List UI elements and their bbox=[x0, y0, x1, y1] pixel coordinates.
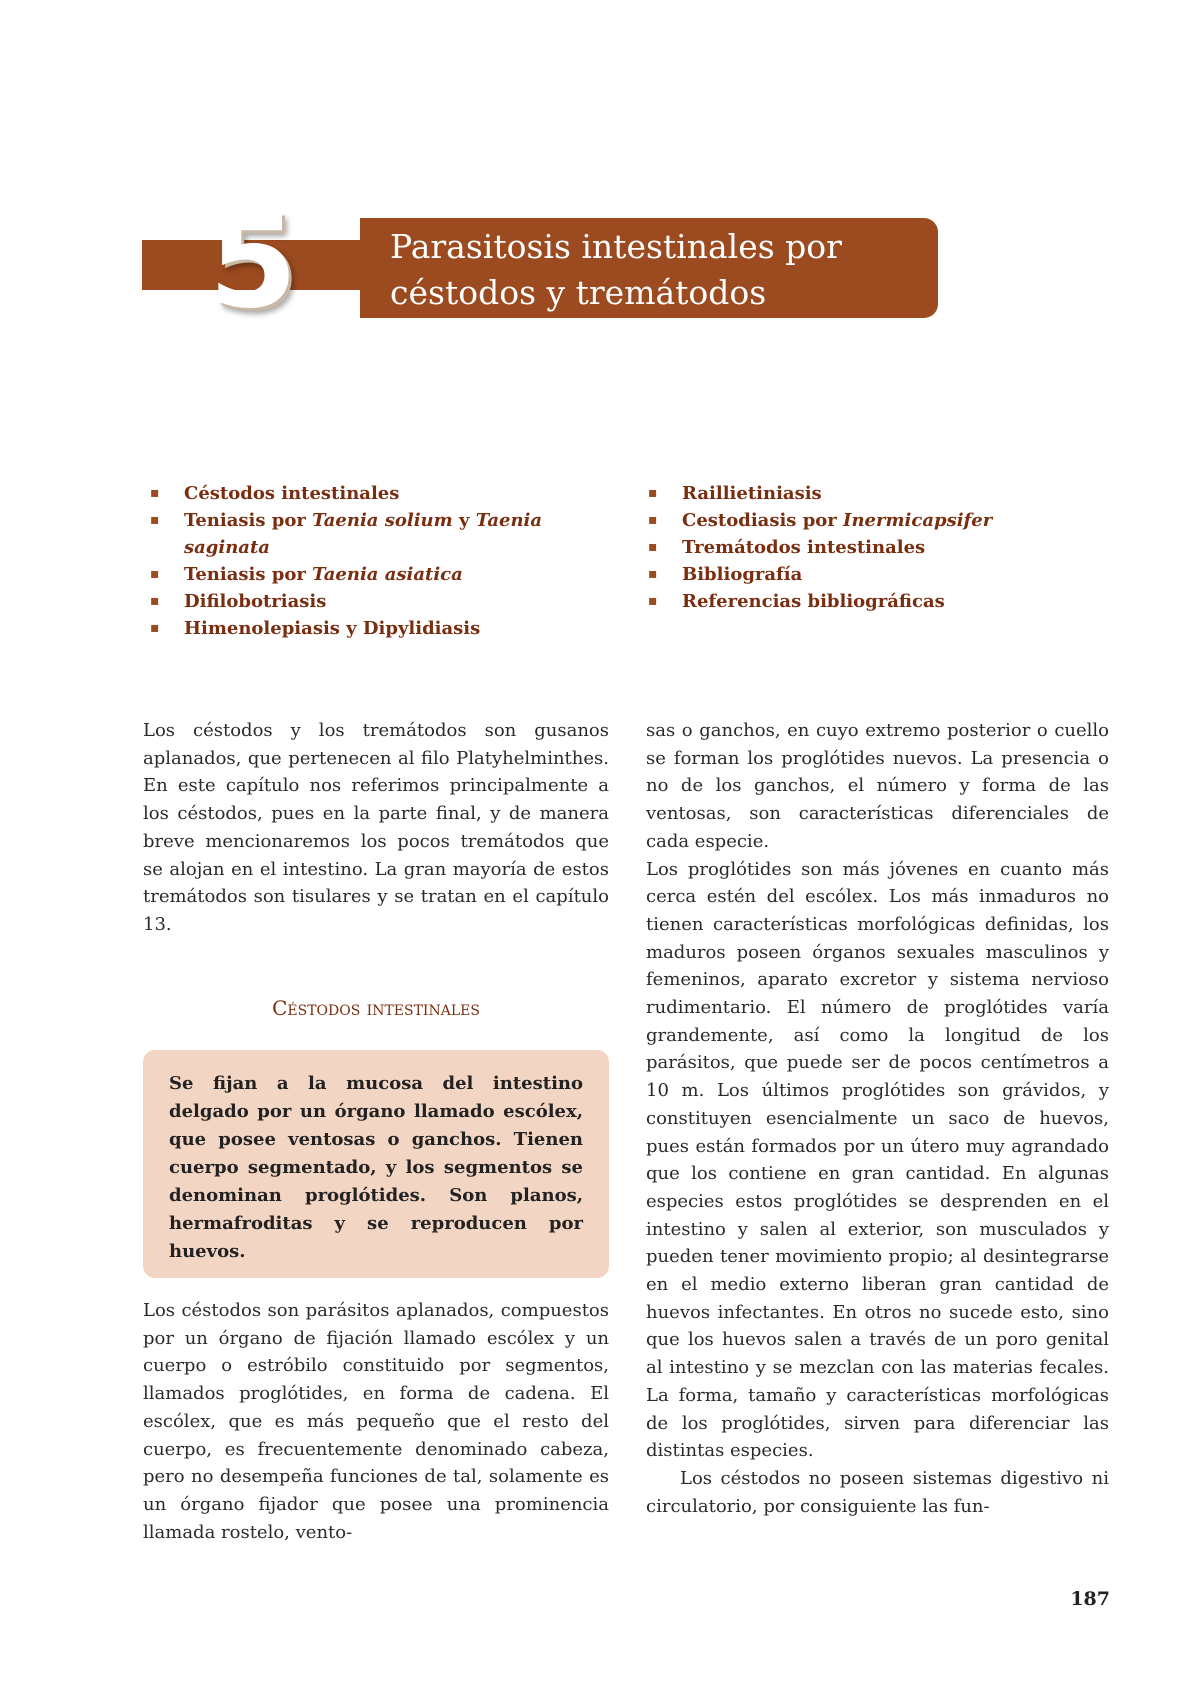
toc-item: ▪ Céstodos intestinales bbox=[150, 480, 610, 507]
body-paragraph: sas o ganchos, en cuyo extremo posterior o cuello se forman los proglótides nuevos. La presencia o no de los ganchos, el número y forma de las ventosas, son características diferenciales de cada especie. bbox=[646, 720, 1109, 852]
body-paragraph: Los céstodos son parásitos aplanados, compuestos por un órgano de fijación llamado escólex y un cuerpo o estróbilo constituido por segmentos, llamados proglótides, en forma de cadena. El escólex, que es más pequeño que el resto del cuerpo, es frecuentemente denominado cabeza, pero no desempeña funciones de tal, solamente es un órgano fijador que posee una prominencia llamada rostelo, vento- bbox=[143, 1300, 609, 1543]
toc-item: ▪ Himenolepiasis y Dipylidiasis bbox=[150, 615, 610, 642]
section-heading: Céstodos intestinales bbox=[272, 996, 480, 1020]
toc-item: ▪ Raillietiniasis bbox=[648, 480, 1078, 507]
toc-item: ▪ Bibliografía bbox=[648, 561, 1078, 588]
intro-paragraph-block bbox=[143, 717, 609, 939]
chapter-contents-right bbox=[648, 480, 1078, 615]
page-number: 187 bbox=[1070, 1588, 1110, 1610]
toc-item: ▪ Teniasis por Taenia asiatica bbox=[150, 561, 610, 588]
toc-item: ▪ Cestodiasis por Inermicapsifer bbox=[648, 507, 1078, 534]
left-column-text bbox=[143, 1297, 609, 1546]
toc-item: ▪ Tremátodos intestinales bbox=[648, 534, 1078, 561]
summary-box bbox=[143, 1050, 609, 1278]
toc-item: ▪ Teniasis por Taenia solium y Taenia saginata bbox=[150, 507, 610, 561]
toc-item: ▪ Difilobotriasis bbox=[150, 588, 610, 615]
summary-text: Se fijan a la mucosa del intestino delgado por un órgano llamado escólex, que posee ventosas o ganchos. Tienen cuerpo segmentado, y los segmentos se denominan proglótides. Son planos, hermafroditas y se reproducen por huevos. bbox=[169, 1073, 583, 1262]
chapter-contents-left bbox=[150, 480, 610, 642]
chapter-number: 5 bbox=[208, 188, 298, 337]
body-paragraph: Los proglótides son más jóvenes en cuanto más cerca estén del escólex. Los más inmaduros no tienen características morfológicas definidas, los maduros poseen órganos sexuales masculinos y femeninos, aparato excretor y sistema nervioso rudimentario. El número de proglótides varía grandemente, así como la longitud de los parásitos, que puede ser de pocos centímetros a 10 m. Los últimos proglótides son grávidos, y constituyen esencialmente un saco de huevos, pues están formados por un útero muy agrandado que los contiene en gran cantidad. En algunas especies estos proglótides se desprenden en el intestino y salen al exterior, son musculados y pueden tener movimiento propio; al desintegrarse en el medio externo liberan gran cantidad de huevos infectantes. En otros no sucede esto, sino que los huevos salen a través de un poro genital al intestino y se mezclan con las materias fecales. La forma, tamaño y características morfológicas de los proglótides, sirven para diferenciar las distintas especies. bbox=[646, 858, 1109, 1462]
intro-paragraph: Los céstodos y los tremátodos son gusanos aplanados, que pertenecen al filo Platyhelminthes. En este capítulo nos referimos principalmente a los céstodos, pues en la parte final, y de manera breve mencionaremos los pocos tremátodos que se alojan en el intestino. La gran mayoría de estos tremátodos son tisulares y se tratan en el capítulo 13. bbox=[143, 720, 609, 935]
right-column-text bbox=[646, 717, 1109, 1520]
body-paragraph: Los céstodos no poseen sistemas digestivo ni circulatorio, por consiguiente las fun- bbox=[646, 1467, 1109, 1517]
toc-item: ▪ Referencias bibliográficas bbox=[648, 588, 1078, 615]
chapter-title: Parasitosis intestinales por céstodos y tremátodos bbox=[390, 227, 842, 312]
